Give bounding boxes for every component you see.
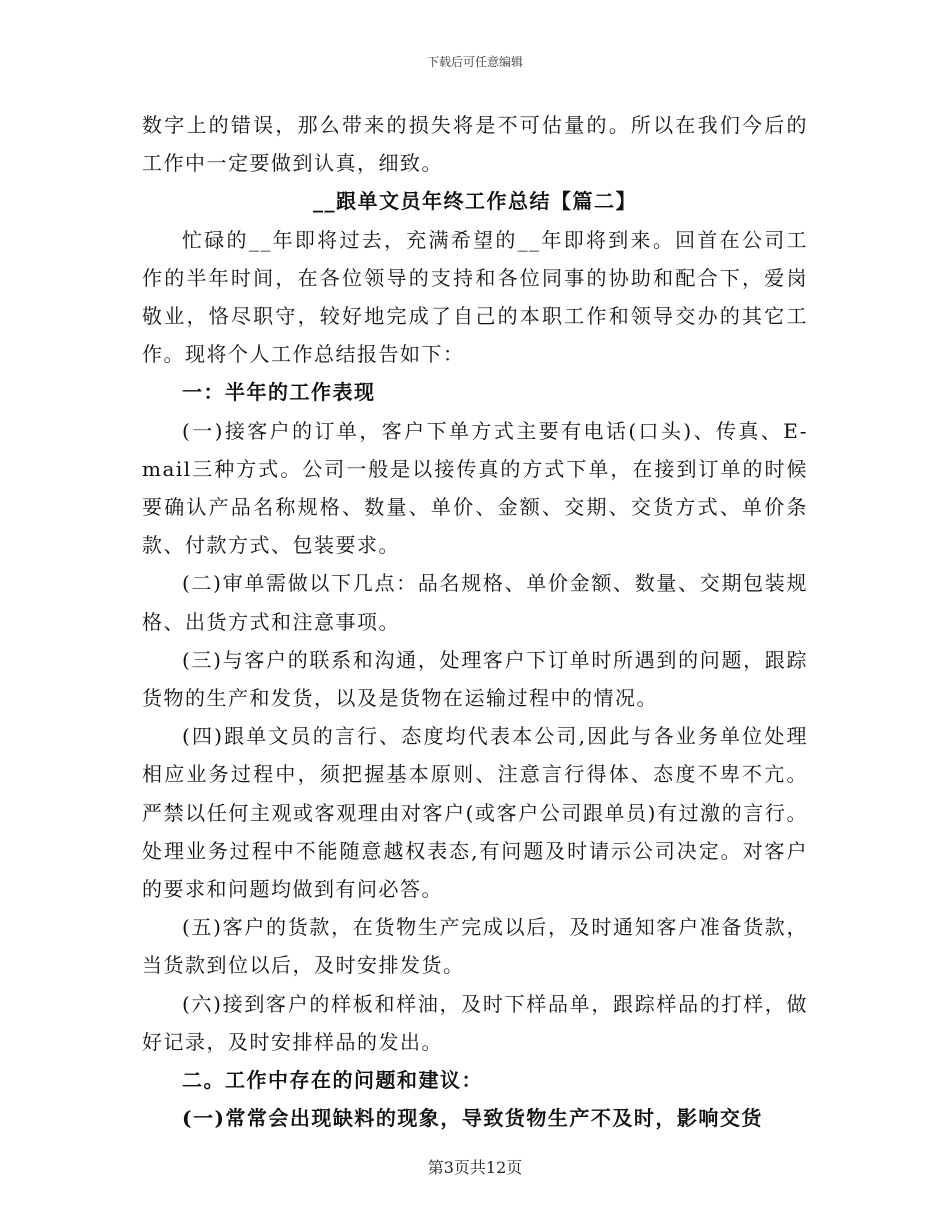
paragraph-item-3: (三)与客户的联系和沟通，处理客户下订单时所遇到的问题，跟踪货物的生产和发货，以及是货物在运输过程中的情况。 (142, 647, 808, 711)
paragraph-intro: 忙碌的__年即将过去，充满希望的__年即将到来。回首在公司工作的半年时间，在各位领导的支持和各位同事的协助和配合下，爱岗敬业，恪尽职守，较好地完成了自己的本职工作和领导交办的其它工作。现将个人工作总结报告如下： (142, 227, 808, 367)
document-body (142, 106, 808, 1137)
paragraph-continuation: 数字上的错误，那么带来的损失将是不可估量的。所以在我们今后的工作中一定要做到认真，细致。 (142, 113, 808, 176)
page-footer: 第3页共12页 (427, 1158, 523, 1177)
page-header: 下载后可任意编辑 (426, 55, 523, 69)
section-title: __跟单文员年终工作总结【篇二】 (313, 189, 637, 214)
paragraph-problem-1: (一)常常会出现缺料的现象，导致货物生产不及时，影响交货 (182, 1106, 763, 1131)
paragraph-item-2: (二)审单需做以下几点：品名规格、单价金额、数量、交期包装规格、出货方式和注意事项。 (142, 571, 808, 634)
paragraph-item-4: (四)跟单文员的言行、态度均代表本公司,因此与各业务单位处理相应业务过程中，须把握基本原则、注意言行得体、态度不卑不亢。严禁以任何主观或客观理由对客户(或客户公司跟单员)有过激的言行。处理业务过程中不能随意越权表态,有问题及时请示公司决定。对客户的要求和问题均做到有问必答。 (142, 724, 808, 902)
heading-work-performance: 一：半年的工作表现 (182, 380, 376, 405)
paragraph-item-5: (五)客户的货款，在货物生产完成以后，及时通知客户准备货款，当货款到位以后，及时安排发货。 (142, 915, 808, 978)
paragraph-item-6: (六)接到客户的样板和样油，及时下样品单，跟踪样品的打样，做好记录，及时安排样品的发出。 (142, 991, 808, 1054)
paragraph-item-1: (一)接客户的订单，客户下单方式主要有电话(口头)、传真、E-mail三种方式。公司一般是以接传真的方式下单，在接到订单的时候要确认产品名称规格、数量、单价、金额、交期、交货方式、单价条款、付款方式、包装要求。 (142, 418, 808, 558)
heading-problems: 二。工作中存在的问题和建议： (182, 1068, 483, 1093)
